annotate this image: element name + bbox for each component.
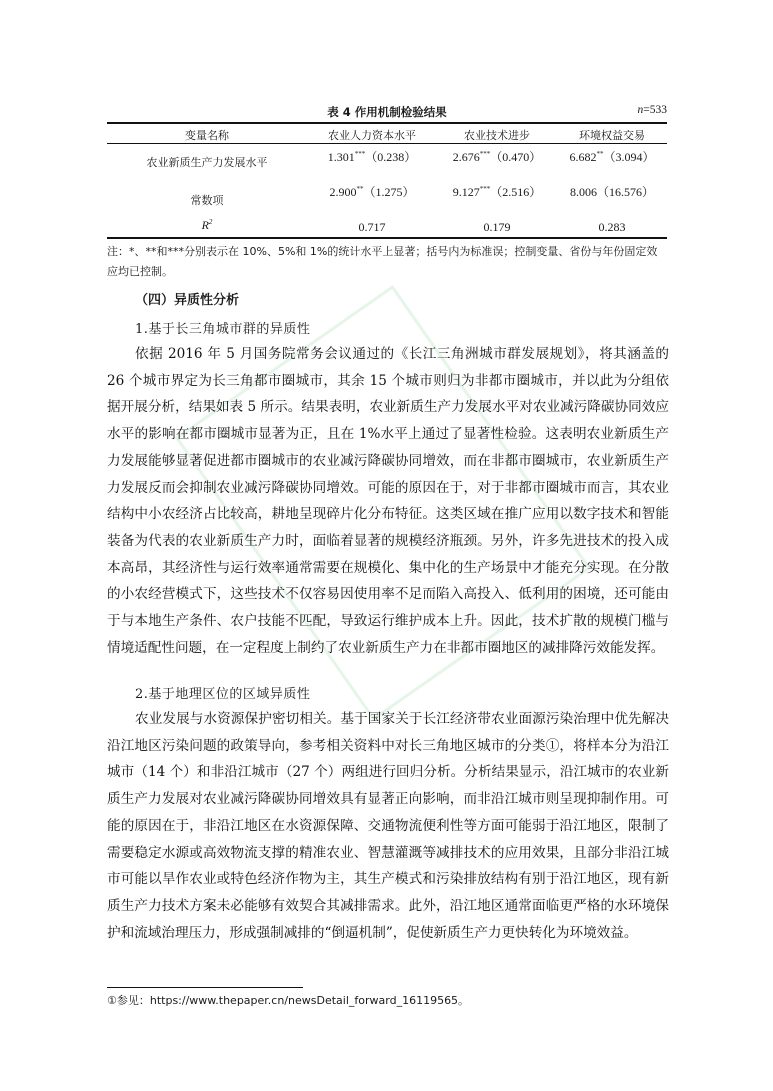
sample-size-value: =533 <box>643 104 667 116</box>
table-cell: 9.127***（2.516） <box>452 185 542 199</box>
body-paragraph-2: 农业发展与水资源保护密切相关。基于国家关于长江经济带农业面源污染治理中优先解决沿江地区污染问题的政策导向，参考相关资料中对长三角地区城市的分类①，将样本分为沿江城市（14 个）和非沿江城市（27 个）两组进行回归分析。分析结果显示，沿江城市的农业新质生产力发展对农业减污降碳协同增效具有显著正向影响，而非沿江城市则呈现抑制作用。可能的原因在于，非沿江地区在水资源保障、交通物流便利性等方面可能弱于沿江地区，限制了需要稳定水源或高效物流支撑的精准农业、智慧灌溉等减排技术的应用效果，且部分非沿江城市可能以旱作农业或特色经济作物为主，其生产模式和污染排放结构有别于沿江地区，现有新质生产力技术方案未必能够有效契合其减排需求。此外，沿江地区通常面临更严格的水环境保护和流域治理压力，形成强制减排的“倒逼机制”，促使新质生产力更快转化为环境效益。 <box>107 711 669 941</box>
table-header-human-capital: 农业人力资本水平 <box>328 129 416 142</box>
r-squared-label: $R^2$ <box>201 218 213 232</box>
table-header-rule <box>107 143 667 144</box>
table-bottom-rule <box>107 237 667 239</box>
table-row-label: 常数项 <box>190 194 224 207</box>
section-heading: （四）异质性分析 <box>135 293 240 308</box>
footnote: ①参见：https://www.thepaper.cn/newsDetail_forward_16119565。 <box>107 994 470 1007</box>
sample-size <box>638 104 668 116</box>
footnote-rule <box>107 987 303 988</box>
table-cell: 6.682**（3.094） <box>569 150 655 164</box>
table-note: 注：*、**和***分别表示在 10%、5%和 1%的统计水平上显著；括号内为标准误；控制变量、省份与年份固定效应均已控制。 <box>107 245 658 278</box>
table-title: 表 4 作用机制检验结果 <box>327 105 447 119</box>
r-squared-value: 0.179 <box>483 220 511 234</box>
table-row-label: 农业新质生产力发展水平 <box>146 156 268 169</box>
subsection-heading-1: 1.基于长三角城市群的异质性 <box>135 322 311 337</box>
r-squared-value: 0.283 <box>598 220 626 234</box>
table-header-variable: 变量名称 <box>185 129 229 142</box>
table-header-tech-progress: 农业技术进步 <box>464 129 530 142</box>
body-paragraph-1: 依据 2016 年 5 月国务院常务会议通过的《长江三角洲城市群发展规划》，将其涵盖的 26 个城市界定为长三角都市圈城市，其余 15 个城市则归为非都市圈城市，并以此为分组依据开展分析，结果如表 5 所示。结果表明，农业新质生产力发展水平对农业减污降碳协同效应水平的影响在都市圈城市显著为正，且在 1%水平上通过了显著性检验。这表明农业新质生产力发展能够显著促进都市圈城市的农业减污降碳协同增效，而在非都市圈城市，农业新质生产力发展反而会抑制农业减污降碳协同增效。可能的原因在于，对于非都市圈城市而言，其农业结构中小农经济占比较高，耕地呈现碎片化分布特征。这类区域在推广应用以数字技术和智能装备为代表的农业新质生产力时，面临着显著的规模经济瓶颈。另外，许多先进技术的投入成本高昂，其经济性与运行效率通常需要在规模化、集中化的生产场景中才能充分实现。在分散的小农经营模式下，这些技术不仅容易因使用率不足而陷入高投入、低利用的困境，还可能由于与本地生产条件、农户技能不匹配，导致运行维护成本上升。因此，技术扩散的规模门槛与情境适配性问题，在一定程度上制约了农业新质生产力在非都市圈地区的减排降污效能发挥。 <box>107 346 669 656</box>
table-caption <box>107 104 667 122</box>
table-cell: 1.301***（0.238） <box>327 150 417 164</box>
table-cell: 8.006（16.576） <box>569 185 654 199</box>
r-squared-value: 0.717 <box>358 220 386 234</box>
table-cell: 2.900**（1.275） <box>329 185 415 199</box>
table-top-rule <box>107 122 667 124</box>
subsection-heading-2: 2.基于地理区位的区域异质性 <box>135 687 311 702</box>
table-cell: 2.676***（0.470） <box>452 150 542 164</box>
table-header-rights-trading: 环境权益交易 <box>579 129 645 142</box>
sample-size-label: n <box>637 104 644 116</box>
